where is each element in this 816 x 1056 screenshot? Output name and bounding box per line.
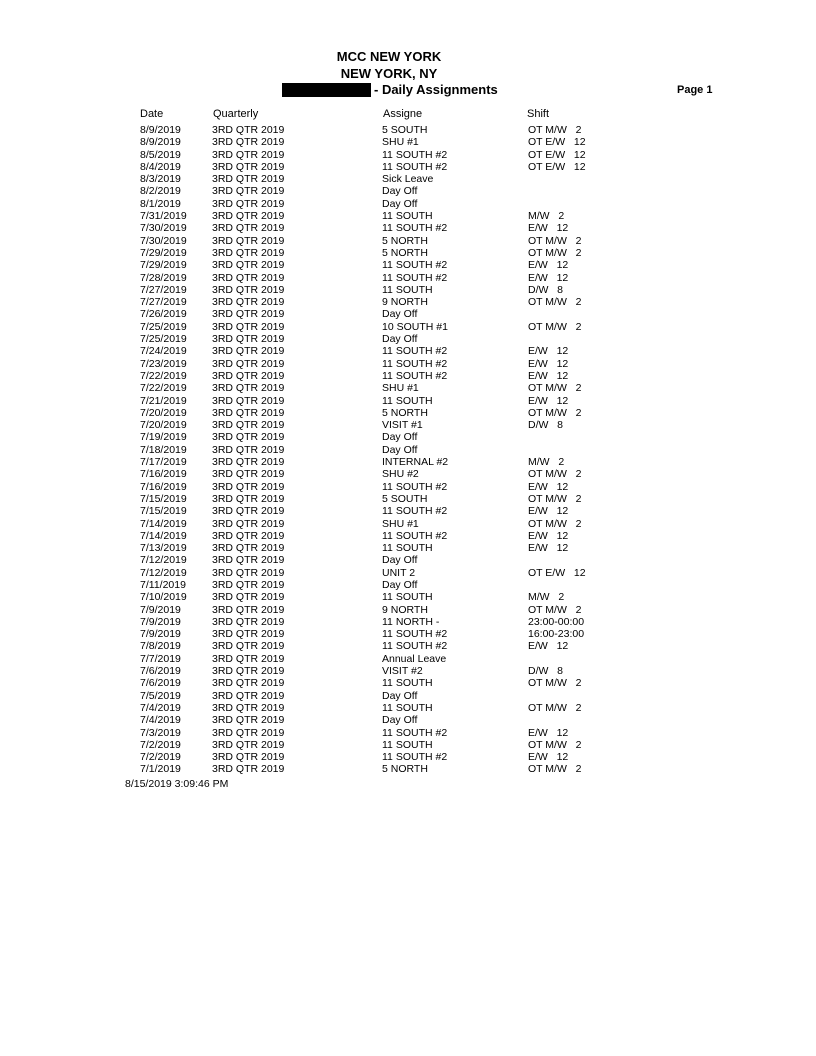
cell-quarterly: 3RD QTR 2019 [212,628,285,641]
cell-date: 7/2/2019 [140,751,181,764]
table-row [0,567,816,579]
cell-date: 7/16/2019 [140,480,187,493]
cell-shift: E/W 12 [528,726,569,739]
cell-quarterly: 3RD QTR 2019 [212,222,285,235]
table-row [0,653,816,665]
cell-quarterly: 3RD QTR 2019 [212,234,285,247]
cell-date: 7/25/2019 [140,333,187,346]
cell-assignment: 11 SOUTH [382,210,433,223]
cell-quarterly: 3RD QTR 2019 [212,333,285,346]
cell-shift: OT E/W 12 [528,566,586,579]
table-row [0,222,816,234]
cell-quarterly: 3RD QTR 2019 [212,751,285,764]
cell-date: 7/24/2019 [140,345,187,358]
cell-quarterly: 3RD QTR 2019 [212,345,285,358]
cell-quarterly: 3RD QTR 2019 [212,456,285,469]
cell-date: 7/22/2019 [140,382,187,395]
cell-quarterly: 3RD QTR 2019 [212,652,285,665]
cell-shift: OT M/W 2 [528,701,582,714]
cell-quarterly: 3RD QTR 2019 [212,701,285,714]
table-row [0,518,816,530]
table-row [0,198,816,210]
cell-assignment: Day Off [382,554,418,567]
cell-assignment: 11 SOUTH #2 [382,222,448,235]
cell-quarterly: 3RD QTR 2019 [212,431,285,444]
table-row [0,481,816,493]
column-header-assignment: Assigne [383,108,423,120]
cell-date: 7/25/2019 [140,320,187,333]
table-row [0,136,816,148]
cell-date: 7/29/2019 [140,259,187,272]
table-row [0,272,816,284]
cell-date: 8/3/2019 [140,173,181,186]
cell-shift: OT M/W 2 [528,382,582,395]
table-row [0,333,816,345]
table-row [0,714,816,726]
table-row [0,616,816,628]
cell-shift: OT M/W 2 [528,234,582,247]
print-timestamp: 8/15/2019 3:09:46 PM [125,778,229,790]
cell-assignment: UNIT 2 [382,566,416,579]
cell-shift: M/W 2 [528,591,565,604]
cell-quarterly: 3RD QTR 2019 [212,517,285,530]
table-row [0,161,816,173]
cell-shift: OT M/W 2 [528,763,582,776]
cell-quarterly: 3RD QTR 2019 [212,136,285,149]
cell-assignment: Day Off [382,714,418,727]
column-header-quarterly: Quarterly [213,108,259,120]
cell-quarterly: 3RD QTR 2019 [212,382,285,395]
cell-assignment: 5 NORTH [382,246,428,259]
cell-assignment: 11 SOUTH #2 [382,259,448,272]
cell-date: 7/30/2019 [140,222,187,235]
cell-assignment: 5 NORTH [382,406,428,419]
cell-date: 7/19/2019 [140,431,187,444]
cell-date: 7/17/2019 [140,456,187,469]
cell-assignment: Sick Leave [382,173,434,186]
cell-assignment: Day Off [382,689,418,702]
table-row [0,444,816,456]
cell-assignment: 11 SOUTH #2 [382,640,448,653]
cell-shift: OT M/W 2 [528,677,582,690]
cell-shift: OT M/W 2 [528,296,582,309]
cell-quarterly: 3RD QTR 2019 [212,554,285,567]
cell-date: 7/8/2019 [140,640,181,653]
cell-quarterly: 3RD QTR 2019 [212,369,285,382]
cell-quarterly: 3RD QTR 2019 [212,763,285,776]
cell-assignment: 11 SOUTH [382,394,433,407]
cell-date: 7/31/2019 [140,210,187,223]
table-row [0,690,816,702]
cell-date: 7/3/2019 [140,726,181,739]
cell-quarterly: 3RD QTR 2019 [212,566,285,579]
cell-date: 7/27/2019 [140,283,187,296]
cell-assignment: 11 SOUTH [382,701,433,714]
cell-quarterly: 3RD QTR 2019 [212,210,285,223]
cell-shift: D/W 8 [528,283,564,296]
cell-date: 7/28/2019 [140,271,187,284]
cell-date: 8/9/2019 [140,136,181,149]
cell-date: 7/18/2019 [140,443,187,456]
cell-assignment: Annual Leave [382,652,447,665]
cell-date: 7/23/2019 [140,357,187,370]
cell-shift: OT E/W 12 [528,136,586,149]
table-row [0,358,816,370]
cell-assignment: 10 SOUTH #1 [382,320,448,333]
table-row [0,395,816,407]
cell-quarterly: 3RD QTR 2019 [212,677,285,690]
table-row [0,751,816,763]
cell-assignment: 11 SOUTH #2 [382,751,448,764]
page-number: Page 1 [677,84,713,96]
cell-assignment: 11 SOUTH #2 [382,726,448,739]
cell-assignment: 11 SOUTH [382,591,433,604]
cell-assignment: Day Off [382,443,418,456]
cell-date: 7/14/2019 [140,529,187,542]
table-row [0,308,816,320]
cell-assignment: 11 SOUTH [382,677,433,690]
cell-assignment: 11 SOUTH #2 [382,529,448,542]
cell-shift: E/W 12 [528,222,569,235]
cell-quarterly: 3RD QTR 2019 [212,529,285,542]
cell-quarterly: 3RD QTR 2019 [212,357,285,370]
cell-shift: E/W 12 [528,394,569,407]
cell-date: 8/9/2019 [140,124,181,136]
cell-assignment: 11 SOUTH #2 [382,160,448,173]
table-row [0,640,816,652]
cell-quarterly: 3RD QTR 2019 [212,394,285,407]
redaction-block [282,83,371,97]
cell-date: 7/9/2019 [140,628,181,641]
cell-date: 7/12/2019 [140,566,187,579]
cell-date: 7/13/2019 [140,542,187,555]
cell-quarterly: 3RD QTR 2019 [212,406,285,419]
cell-date: 7/20/2019 [140,419,187,432]
cell-assignment: Day Off [382,185,418,198]
cell-assignment: 5 SOUTH [382,492,428,505]
cell-date: 7/4/2019 [140,714,181,727]
table-row [0,628,816,640]
cell-shift: OT E/W 12 [528,160,586,173]
cell-shift: 16:00-23:00 [528,628,585,641]
cell-quarterly: 3RD QTR 2019 [212,542,285,555]
column-header-shift: Shift [527,108,550,120]
cell-date: 7/15/2019 [140,505,187,518]
cell-quarterly: 3RD QTR 2019 [212,665,285,678]
cell-quarterly: 3RD QTR 2019 [212,173,285,186]
cell-quarterly: 3RD QTR 2019 [212,505,285,518]
table-row [0,505,816,517]
cell-quarterly: 3RD QTR 2019 [212,468,285,481]
cell-quarterly: 3RD QTR 2019 [212,738,285,751]
cell-assignment: 11 NORTH - [382,615,440,628]
table-row [0,579,816,591]
cell-date: 8/1/2019 [140,197,181,210]
table-row [0,739,816,751]
cell-shift: OT M/W 2 [528,738,582,751]
table-row [0,702,816,714]
cell-assignment: SHU #2 [382,468,419,481]
cell-assignment: 11 SOUTH [382,738,433,751]
cell-quarterly: 3RD QTR 2019 [212,283,285,296]
cell-date: 8/5/2019 [140,148,181,161]
table-row [0,530,816,542]
cell-date: 7/1/2019 [140,763,181,776]
table-row [0,665,816,677]
assignment-table-body [0,124,816,776]
cell-date: 7/20/2019 [140,406,187,419]
cell-shift: E/W 12 [528,259,569,272]
cell-shift: OT M/W 2 [528,603,582,616]
cell-assignment: Day Off [382,308,418,321]
table-row [0,296,816,308]
cell-quarterly: 3RD QTR 2019 [212,714,285,727]
cell-shift: D/W 8 [528,419,564,432]
cell-quarterly: 3RD QTR 2019 [212,124,285,136]
cell-assignment: 11 SOUTH [382,283,433,296]
table-row [0,247,816,259]
report-location: NEW YORK, NY [340,66,438,81]
cell-date: 7/15/2019 [140,492,187,505]
column-header-date: Date [140,108,164,120]
cell-assignment: VISIT #1 [382,419,423,432]
cell-quarterly: 3RD QTR 2019 [212,259,285,272]
cell-assignment: 11 SOUTH #2 [382,480,448,493]
cell-assignment: 5 NORTH [382,234,428,247]
table-row [0,382,816,394]
cell-shift: E/W 12 [528,640,569,653]
cell-date: 7/27/2019 [140,296,187,309]
table-row [0,370,816,382]
cell-assignment: 11 SOUTH #2 [382,369,448,382]
table-row [0,677,816,689]
cell-assignment: 5 NORTH [382,763,428,776]
cell-quarterly: 3RD QTR 2019 [212,615,285,628]
cell-shift: E/W 12 [528,271,569,284]
cell-assignment: 11 SOUTH #2 [382,357,448,370]
cell-quarterly: 3RD QTR 2019 [212,160,285,173]
table-row [0,407,816,419]
cell-shift: OT M/W 2 [528,246,582,259]
table-row [0,431,816,443]
cell-quarterly: 3RD QTR 2019 [212,308,285,321]
cell-assignment: 5 SOUTH [382,124,428,136]
cell-quarterly: 3RD QTR 2019 [212,480,285,493]
cell-assignment: 9 NORTH [382,296,428,309]
cell-assignment: INTERNAL #2 [382,456,449,469]
cell-quarterly: 3RD QTR 2019 [212,148,285,161]
cell-shift: E/W 12 [528,505,569,518]
cell-date: 7/6/2019 [140,665,181,678]
cell-quarterly: 3RD QTR 2019 [212,443,285,456]
cell-assignment: Day Off [382,431,418,444]
cell-shift: M/W 2 [528,456,565,469]
cell-shift: E/W 12 [528,369,569,382]
cell-assignment: Day Off [382,197,418,210]
table-row [0,419,816,431]
cell-assignment: SHU #1 [382,136,419,149]
cell-date: 7/9/2019 [140,603,181,616]
cell-assignment: Day Off [382,578,418,591]
cell-quarterly: 3RD QTR 2019 [212,689,285,702]
table-row [0,284,816,296]
cell-shift: E/W 12 [528,751,569,764]
cell-assignment: 11 SOUTH #2 [382,345,448,358]
cell-shift: E/W 12 [528,542,569,555]
cell-shift: OT M/W 2 [528,406,582,419]
cell-quarterly: 3RD QTR 2019 [212,271,285,284]
cell-assignment: 11 SOUTH #2 [382,505,448,518]
cell-quarterly: 3RD QTR 2019 [212,578,285,591]
cell-date: 7/30/2019 [140,234,187,247]
table-row [0,542,816,554]
report-title: - Daily Assignments [374,82,498,97]
cell-shift: OT M/W 2 [528,124,582,136]
table-row [0,210,816,222]
cell-assignment: 11 SOUTH #2 [382,271,448,284]
cell-shift: E/W 12 [528,357,569,370]
cell-shift: E/W 12 [528,529,569,542]
table-row [0,149,816,161]
cell-date: 7/9/2019 [140,615,181,628]
cell-date: 7/2/2019 [140,738,181,751]
cell-date: 8/4/2019 [140,160,181,173]
table-row [0,456,816,468]
table-row [0,763,816,775]
cell-quarterly: 3RD QTR 2019 [212,185,285,198]
cell-date: 7/26/2019 [140,308,187,321]
table-row [0,604,816,616]
cell-date: 7/6/2019 [140,677,181,690]
cell-quarterly: 3RD QTR 2019 [212,640,285,653]
cell-assignment: VISIT #2 [382,665,423,678]
table-row [0,554,816,566]
cell-date: 8/2/2019 [140,185,181,198]
cell-date: 7/16/2019 [140,468,187,481]
cell-shift: E/W 12 [528,480,569,493]
cell-shift: OT M/W 2 [528,517,582,530]
cell-date: 7/29/2019 [140,246,187,259]
cell-shift: M/W 2 [528,210,565,223]
table-row [0,468,816,480]
cell-date: 7/7/2019 [140,652,181,665]
cell-date: 7/10/2019 [140,591,187,604]
cell-assignment: Day Off [382,333,418,346]
cell-quarterly: 3RD QTR 2019 [212,603,285,616]
cell-assignment: 11 SOUTH #2 [382,148,448,161]
table-row [0,321,816,333]
table-row [0,493,816,505]
cell-assignment: 11 SOUTH #2 [382,628,448,641]
cell-quarterly: 3RD QTR 2019 [212,591,285,604]
cell-shift: D/W 8 [528,665,564,678]
table-row [0,173,816,185]
cell-shift: OT M/W 2 [528,468,582,481]
cell-date: 7/4/2019 [140,701,181,714]
cell-date: 7/5/2019 [140,689,181,702]
cell-date: 7/12/2019 [140,554,187,567]
cell-shift: E/W 12 [528,345,569,358]
report-title-row [282,82,498,97]
table-row [0,235,816,247]
cell-assignment: SHU #1 [382,382,419,395]
report-facility-name: MCC NEW YORK [336,49,442,64]
cell-shift: OT M/W 2 [528,492,582,505]
table-row [0,345,816,357]
cell-quarterly: 3RD QTR 2019 [212,197,285,210]
table-row [0,185,816,197]
table-row [0,124,816,136]
cell-date: 7/14/2019 [140,517,187,530]
cell-date: 7/21/2019 [140,394,187,407]
table-row [0,727,816,739]
cell-quarterly: 3RD QTR 2019 [212,246,285,259]
cell-assignment: 11 SOUTH [382,542,433,555]
cell-assignment: 9 NORTH [382,603,428,616]
cell-shift: OT M/W 2 [528,320,582,333]
cell-quarterly: 3RD QTR 2019 [212,419,285,432]
cell-quarterly: 3RD QTR 2019 [212,296,285,309]
table-row [0,259,816,271]
table-row [0,591,816,603]
cell-date: 7/22/2019 [140,369,187,382]
cell-quarterly: 3RD QTR 2019 [212,726,285,739]
cell-quarterly: 3RD QTR 2019 [212,320,285,333]
cell-shift: OT E/W 12 [528,148,586,161]
cell-assignment: SHU #1 [382,517,419,530]
cell-date: 7/11/2019 [140,578,186,591]
cell-quarterly: 3RD QTR 2019 [212,492,285,505]
cell-shift: 23:00-00:00 [528,615,585,628]
